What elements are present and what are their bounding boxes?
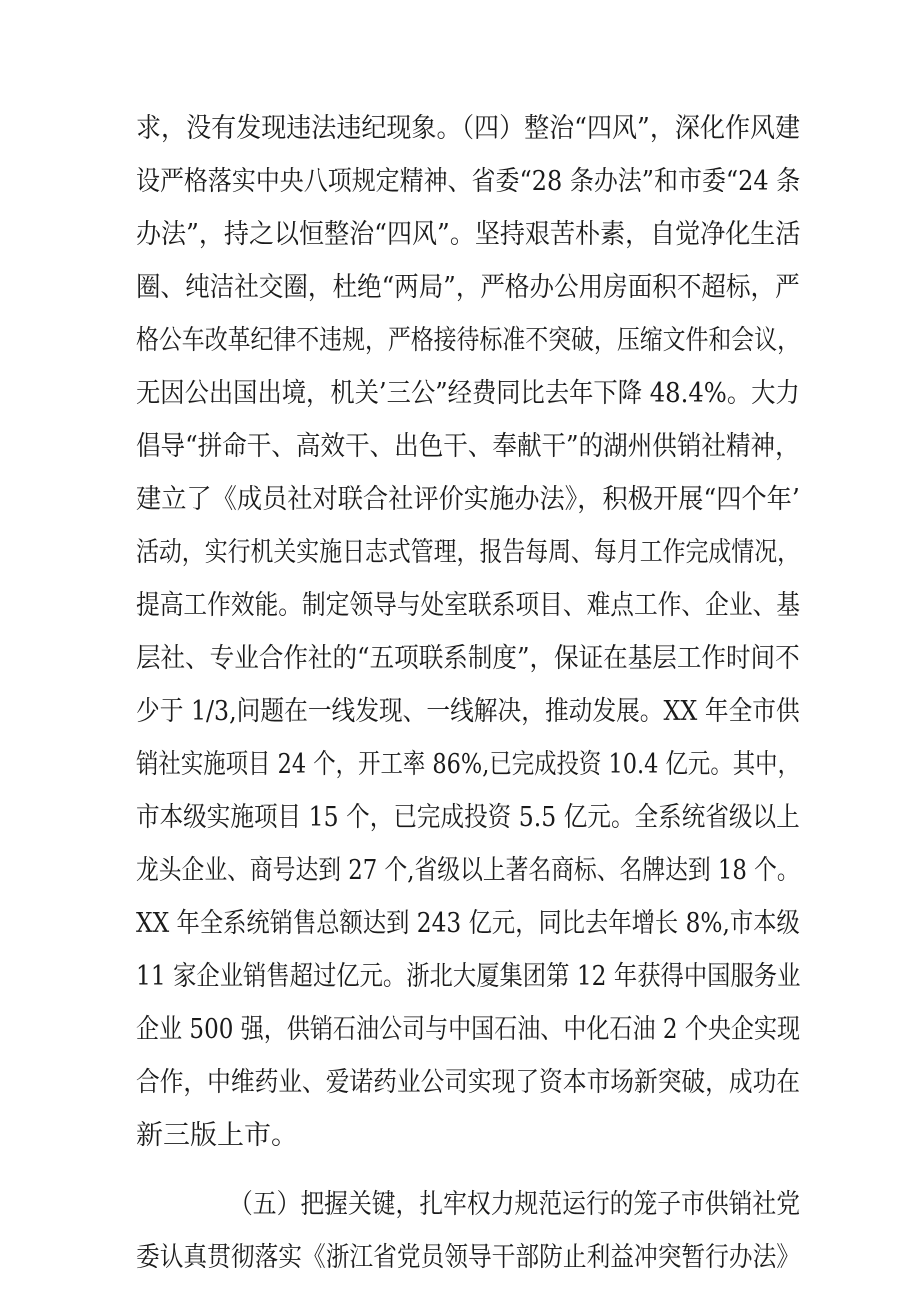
text-line-3: 办法”，持之以恒整治“四风”。坚持艰苦朴素，自觉净化生活	[136, 219, 801, 250]
text-line-18: 企业 500 强，供销石油公司与中国石油、中化石油 2 个央企实现	[136, 1014, 801, 1045]
text-line-12: 少于 1/3,问题在一线发现、一线解决，推动发展。XX 年全市供	[136, 696, 800, 727]
text-line-10: 提高工作效能。制定领导与处室联系项目、难点工作、企业、基	[136, 590, 800, 621]
text-line-21: （五）把握关键，扎牢权力规范运行的笼子市供销社党	[229, 1189, 800, 1220]
text-line-15: 龙头企业、商号达到 27 个,省级以上著名商标、名牌达到 18 个。	[136, 855, 800, 886]
text-line-4: 圈、纯洁社交圈，杜绝“两局”，严格办公用房面积不超标，严	[136, 272, 800, 303]
text-line-17: 11 家企业销售超过亿元。浙北大厦集团第 12 年获得中国服务业	[136, 961, 801, 992]
text-line-7: 倡导“拼命干、高效干、出色干、奉献干”的湖州供销社精神，	[136, 431, 800, 462]
text-line-20: 新三版上市。	[136, 1120, 298, 1151]
text-line-2: 设严格落实中央八项规定精神、省委“28 条办法”和市委“24 条	[136, 166, 801, 197]
text-line-16: XX 年全系统销售总额达到 243 亿元，同比去年增长 8%,市本级	[136, 908, 800, 939]
text-line-14: 市本级实施项目 15 个，已完成投资 5.5 亿元。全系统省级以上	[136, 802, 800, 833]
text-line-5: 格公车改革纪律不违规，严格接待标准不突破，压缩文件和会议，	[136, 325, 800, 356]
text-line-19: 合作，中维药业、爱诺药业公司实现了资本市场新突破，成功在	[136, 1067, 800, 1098]
text-line-11: 层社、专业合作社的“五项联系制度”，保证在基层工作时间不	[136, 643, 800, 674]
text-line-22: 委认真贯彻落实《浙江省党员领导干部防止利益冲突暂行办法》	[136, 1242, 800, 1273]
text-line-6: 无因公出国出境，机关’三公”经费同比去年下降 48.4%。大力	[136, 378, 800, 409]
text-line-1: 求，没有发现违法违纪现象。（四）整治“四风”，深化作风建	[136, 113, 801, 144]
text-line-13: 销社实施项目 24 个，开工率 86%,已完成投资 10.4 亿元。其中，	[136, 749, 800, 780]
text-line-8: 建立了《成员社对联合社评价实施办法》，积极开展“四个年’	[136, 484, 800, 515]
text-line-9: 活动，实行机关实施日志式管理，报告每周、每月工作完成情况，	[136, 537, 800, 568]
